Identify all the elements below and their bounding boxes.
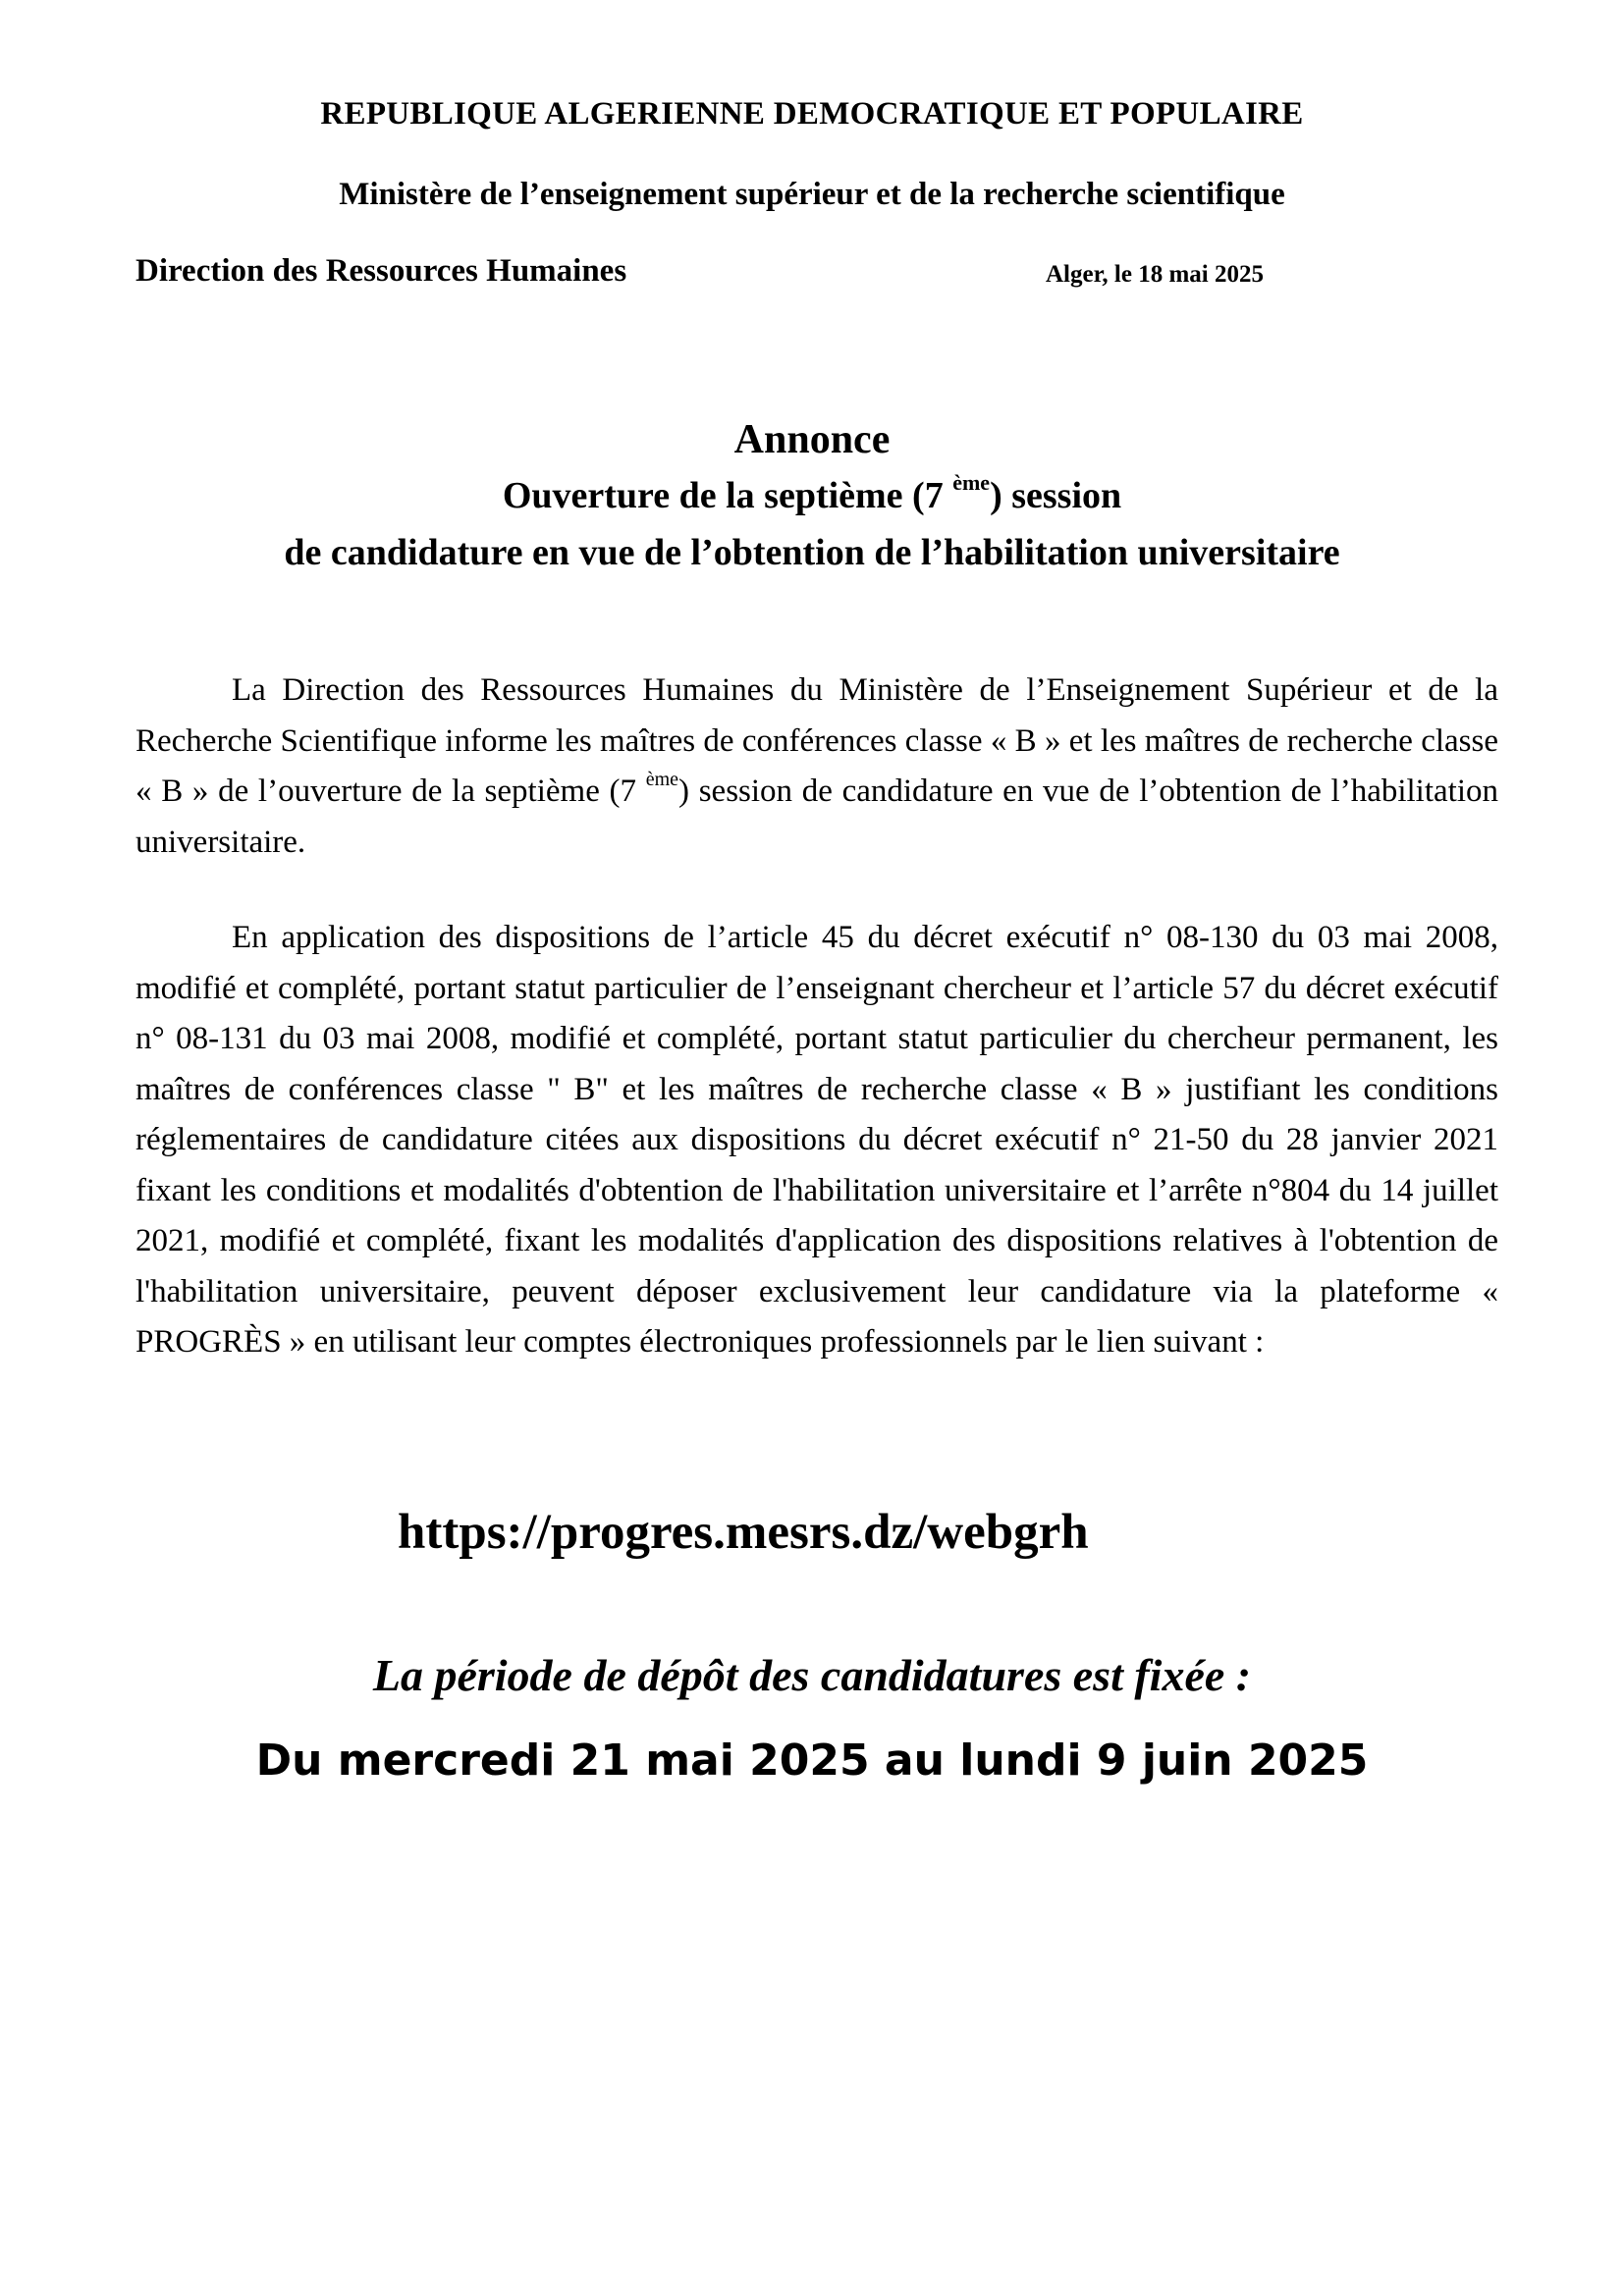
header-row bbox=[135, 253, 1314, 302]
title-line-1-text: Ouverture de la septième (7 bbox=[502, 475, 953, 516]
document-date: Alger, le 18 mai 2025 bbox=[1046, 261, 1264, 288]
ministry-heading: Ministère de l’enseignement supérieur et de la recherche scientifique bbox=[339, 177, 1285, 212]
paragraph-application bbox=[135, 913, 1498, 1368]
annonce-heading: Annonce bbox=[733, 417, 891, 462]
title-superscript: ème bbox=[952, 470, 991, 495]
paragraph-intro bbox=[135, 666, 1498, 868]
title-line-2: de candidature en vue de l’obtention de l’habilitation universitaire bbox=[284, 532, 1340, 573]
republic-heading: REPUBLIQUE ALGERIENNE DEMOCRATIQUE ET POPULAIRE bbox=[320, 96, 1304, 132]
title-line-1-end: ) session bbox=[990, 475, 1122, 516]
paragraph-intro-end: ) session de candidature en vue de l’obtention de l’habilitation universitaire. bbox=[135, 774, 1498, 860]
period-dates: Du mercredi 21 mai 2025 au lundi 9 juin 2025 bbox=[255, 1735, 1369, 1786]
platform-link[interactable]: https://progres.mesrs.dz/webgrh bbox=[398, 1505, 1089, 1560]
paragraph-intro-superscript: ème bbox=[645, 769, 679, 790]
paragraph-intro-text: La Direction des Ressources Humaines du Ministère de l’Enseignement Supérieur et de la Recherche Scientifique informe les maîtres de conférences classe « B » et les maîtres de recherche classe « B » de l’ouverture de la septième (7 bbox=[135, 672, 1498, 809]
period-label: La période de dépôt des candidatures est fixée : bbox=[372, 1650, 1252, 1700]
department-name: Direction des Ressources Humaines bbox=[135, 253, 627, 289]
title-line-1 bbox=[0, 467, 1624, 524]
announcement-title bbox=[0, 412, 1624, 581]
paragraph-application-text: En application des dispositions de l’article 45 du décret exécutif n° 08-130 du 03 mai 2008, modifié et complété, portant statut particulier de l’enseignant chercheur et l’article 57 du décret exécutif n° 08-131 du 03 mai 2008, modifié et complété, portant statut particulier du chercheur permanent, les maîtres de conférences classe " B" et les maîtres de recherche classe « B » justifiant les conditions réglementaires de candidature citées aux dispositions du décret exécutif n° 21-50 du 28 janvier 2021 fixant les conditions et modalités d'obtention de l'habilitation universitaire et l’arrête n°804 du 14 juillet 2021, modifié et complété, fixant les modalités d'application des dispositions relatives à l'obtention de l'habilitation universitaire, peuvent déposer exclusivement leur candidature via la plateforme « PROGRÈS » en utilisant leur comptes électroniques professionnels par le lien suivant : bbox=[135, 920, 1498, 1360]
